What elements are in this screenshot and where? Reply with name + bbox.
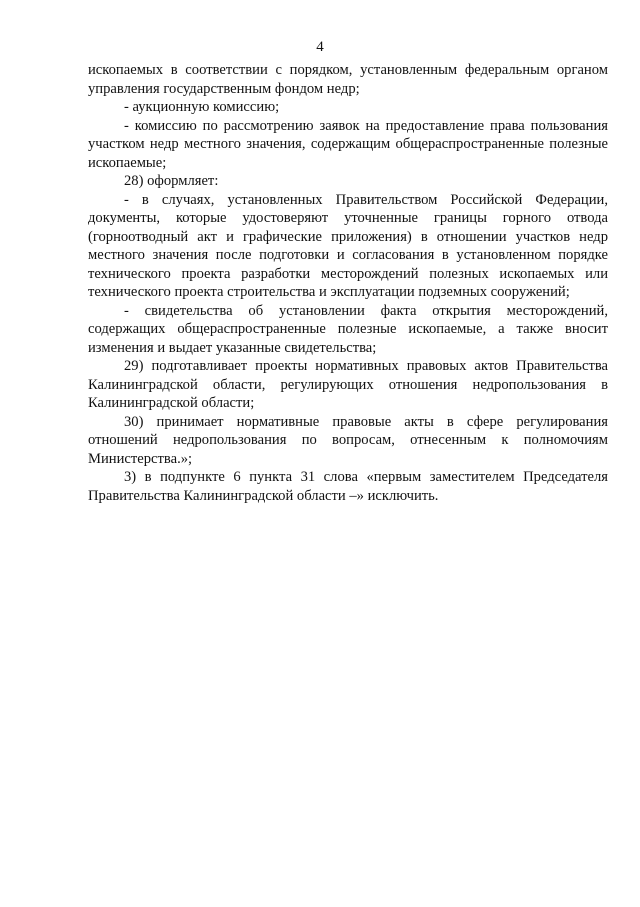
paragraph-amendment-3: 3) в подпункте 6 пункта 31 слова «первым заместителем Председателя Правительства Калининградской области –» исключить. bbox=[88, 469, 608, 504]
paragraph-deposit-certificates: - свидетельства об установлении факта открытия месторождений, содержащих общераспространенные полезные ископаемые, а также вносит изменения и выдает указанные свидетельства; bbox=[88, 302, 608, 356]
paragraph-item-29: 29) подготавливает проекты нормативных правовых актов Правительства Калининградской области, регулирующих отношения недропользования в Калининградской области; bbox=[88, 358, 608, 411]
paragraph-application-commission: - комиссию по рассмотрению заявок на предоставление права пользования участком недр местного значения, содержащим общераспространенные полезные ископаемые; bbox=[88, 117, 608, 171]
paragraph-continuation: ископаемых в соответствии с порядком, установленным федеральным органом управления государственным фондом недр; bbox=[88, 62, 608, 97]
paragraph-item-30: 30) принимает нормативные правовые акты в сфере регулирования отношений недропользования по вопросам, отнесенным к полномочиям Министерства.»; bbox=[88, 413, 608, 467]
paragraph-item-28: 28) оформляет: bbox=[124, 173, 219, 189]
page-number: 4 bbox=[316, 39, 324, 55]
paragraph-auction-commission: - аукционную комиссию; bbox=[124, 99, 280, 115]
paragraph-mining-allotment-documents: - в случаях, установленных Правительством Российской Федерации, документы, которые удостоверяют уточненные границы горного отвода (горноотводный акт и графические приложения) в отношении участков недр местного значения после подготовки и согласования в установленном порядке технического проекта разработки месторождений полезных ископаемых или технического проекта строительства и эксплуатации подземных сооружений; bbox=[88, 191, 608, 300]
document-body bbox=[88, 61, 608, 505]
